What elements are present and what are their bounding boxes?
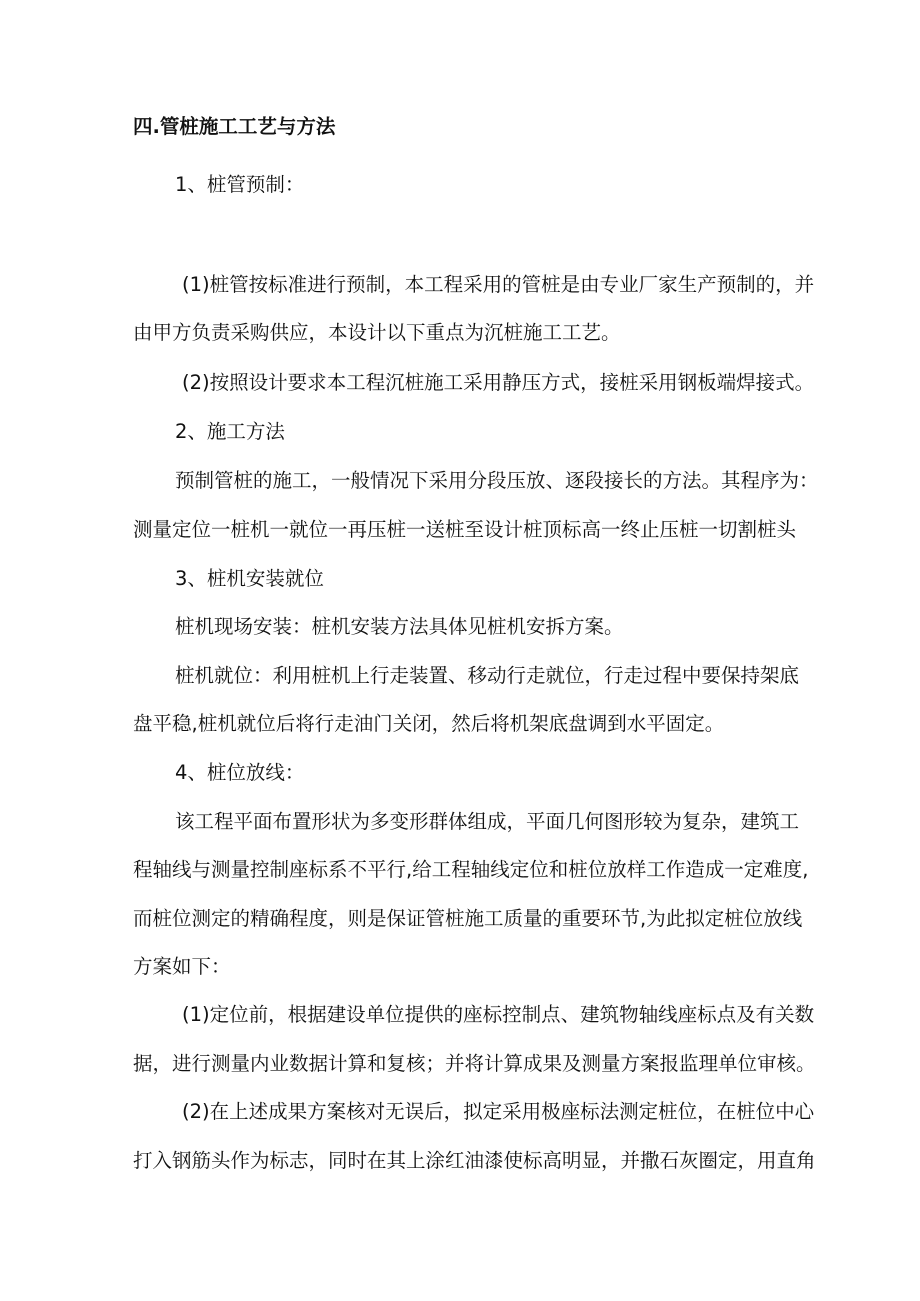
subsection-title-3: 3、桩机安装就位: [175, 567, 324, 590]
paragraph-line: 桩机现场安装：桩机安装方法具体见桩机安拆方案。: [175, 615, 624, 638]
subsection-title-1: 1、桩管预制：: [175, 173, 305, 196]
paragraph-line: 而桩位测定的精确程度，则是保证管桩施工质量的重要环节,为此拟定桩位放线: [133, 907, 803, 930]
subsection-title-4: 4、桩位放线：: [175, 761, 305, 784]
paragraph-line: 桩机就位：利用桩机上行走装置、移动行走就位，行走过程中要保持架底: [175, 664, 800, 687]
paragraph-line: (2)按照设计要求本工程沉桩施工采用静压方式，接桩采用钢板端焊接式。: [182, 371, 815, 394]
paragraph-line: (2)在上述成果方案核对无误后，拟定采用极座标法测定桩位，在桩位中心: [182, 1100, 815, 1123]
subsection-title-2: 2、施工方法: [175, 420, 285, 443]
paragraph-line: 程轴线与测量控制座标系不平行,给工程轴线定位和桩位放样工作造成一定难度,: [133, 858, 809, 881]
paragraph-line: (1)桩管按标准进行预制，本工程采用的管桩是由专业厂家生产预制的，并: [182, 273, 815, 296]
paragraph-line: 预制管桩的施工，一般情况下采用分段压放、逐段接长的方法。其程序为：: [175, 469, 819, 492]
paragraph-line: 打入钢筋头作为标志，同时在其上涂红油漆使标高明显，并撒石灰圈定，用直角: [133, 1149, 816, 1172]
paragraph-line: 该工程平面布置形状为多变形群体组成，平面几何图形较为复杂，建筑工: [175, 810, 800, 833]
paragraph-line: (1)定位前，根据建设单位提供的座标控制点、建筑物轴线座标点及有关数: [182, 1003, 815, 1026]
paragraph-line: 测量定位一桩机一就位一再压桩一送桩至设计桩顶标高一终止压桩一切割桩头: [133, 518, 797, 541]
paragraph-line: 据，进行测量内业数据计算和复核；并将计算成果及测量方案报监理单位审核。: [133, 1052, 816, 1075]
section-heading: 四.管桩施工工艺与方法: [133, 115, 336, 138]
paragraph-line: 方案如下：: [133, 955, 231, 978]
paragraph-line: 盘平稳,桩机就位后将行走油门关闭，然后将机架底盘调到水平固定。: [133, 712, 725, 735]
paragraph-line: 由甲方负责采购供应，本设计以下重点为沉桩施工工艺。: [133, 321, 621, 344]
